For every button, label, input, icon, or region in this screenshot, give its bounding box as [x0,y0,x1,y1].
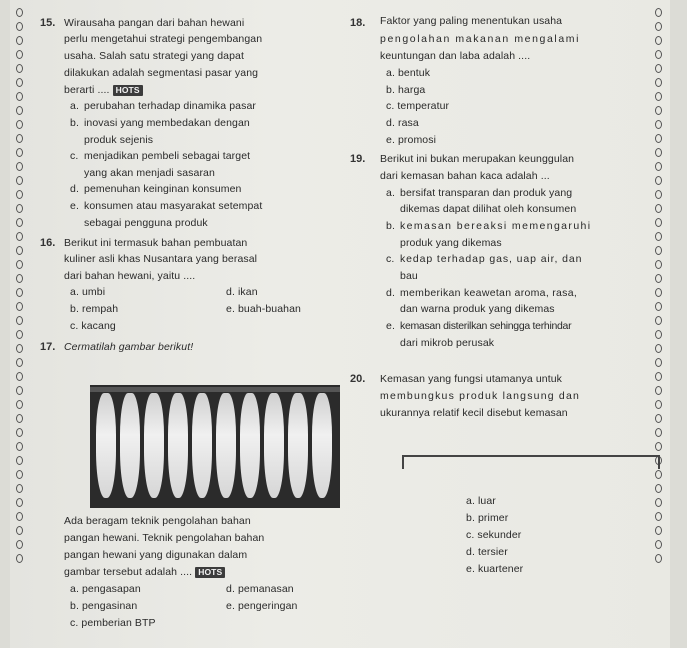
q15-option-b-cont: produk sejenis [84,134,154,146]
q15-option-label: e. [70,200,79,212]
q17-option-a: a. pengasapan [70,583,141,595]
q16-option-c: c. kacang [70,320,116,332]
q19-option-e: kemasan disterilkan sehingga terhindar [400,320,572,332]
q16-line: kuliner asli khas Nusantara yang berasal [64,253,258,265]
q20-option-e: e. kuartener [466,563,524,575]
q18-option-c: c. temperatur [386,100,450,112]
q20-line: ukurannya relatif kecil disebut kemasan [380,407,568,419]
q17-line: pangan hewani yang digunakan dalam [64,549,248,561]
q18-line: Faktor yang paling menentukan usaha [380,15,563,27]
q19-option-b-cont: produk yang dikemas [400,237,502,249]
q20-number: 20. [350,373,366,385]
q20-line: Kemasan yang fungsi utamanya untuk [380,373,563,385]
q20-option-b: b. primer [466,512,509,524]
q17-line: Ada beragam teknik pengolahan bahan [64,515,251,527]
q19-number: 19. [350,153,366,165]
q18-number: 18. [350,17,366,29]
q15-line-text: berarti .... [64,84,110,96]
q15-option-e-cont: sebagai pengguna produk [84,217,208,229]
q18-option-e: e. promosi [386,134,437,146]
q16-number: 16. [40,237,56,249]
q20-option-a: a. luar [466,495,496,507]
q17-line: pangan hewani. Teknik pengolahan bahan [64,532,265,544]
hots-badge: HOTS [195,567,225,578]
q19-line: Berikut ini bukan merupakan keunggulan [380,153,575,165]
q19-option-d: memberikan keawetan aroma, rasa, [400,287,578,299]
q20-image-frame [402,455,660,461]
spiral-binding-left [13,8,25,568]
q19-option-label: d. [386,287,395,299]
q17-option-d: d. pemanasan [226,583,294,595]
q15-line: usaha. Salah satu strategi yang dapat [64,50,244,62]
q16-line: dari bahan hewani, yaitu .... [64,270,196,282]
q17-option-c: c. pemberian BTP [70,617,156,629]
q15-line: perlu mengetahui strategi pengembangan [64,33,263,45]
q18-line: keuntungan dan laba adalah .... [380,50,531,62]
q15-line: Wirausaha pangan dari bahan hewani [64,17,245,29]
q18-option-a: a. bentuk [386,67,431,79]
q19-option-b: kemasan bereaksi memengaruhi [400,220,592,232]
q15-option-b: inovasi yang membedakan dengan [84,117,250,129]
q15-option-d: pemenuhan keinginan konsumen [84,183,242,195]
q16-option-d: d. ikan [226,286,258,298]
hots-badge: HOTS [113,85,143,96]
q19-option-label: e. [386,320,395,332]
q15-option-label: d. [70,183,79,195]
q15-line: dilakukan adalah segmentasi pasar yang [64,67,259,79]
q19-option-c: kedap terhadap gas, uap air, dan [400,253,583,265]
q19-option-label: b. [386,220,395,232]
q15-option-label: b. [70,117,79,129]
q15-option-e: konsumen atau masyarakat setempat [84,200,263,212]
hanging-fish-row [96,393,334,503]
q15-number: 15. [40,17,56,29]
q20-line: membungkus produk langsung dan [380,390,581,402]
q17-prompt: Cermatilah gambar berikut! [64,341,194,353]
q19-option-label: c. [386,253,395,265]
q17-option-b: b. pengasinan [70,600,138,612]
q19-option-a: bersifat transparan dan produk yang [400,187,573,199]
q16-option-e: e. buah-buahan [226,303,301,315]
q19-option-d-cont: dan warna produk yang dikemas [400,303,555,315]
smoked-fish-photo [90,385,340,508]
q20-option-c: c. sekunder [466,529,522,541]
q20-option-d: d. tersier [466,546,508,558]
q17-number: 17. [40,341,56,353]
q18-option-b: b. harga [386,84,426,96]
q17-option-e: e. pengeringan [226,600,298,612]
q19-option-c-cont: bau [400,270,418,282]
q15-option-a: perubahan terhadap dinamika pasar [84,100,257,112]
hanging-rod [90,387,340,392]
q15-option-c-cont: yang akan menjadi sasaran [84,167,215,179]
q16-option-b: b. rempah [70,303,119,315]
q17-line-text: gambar tersebut adalah .... [64,566,193,578]
spiral-binding-right [652,8,664,568]
q18-line: pengolahan makanan mengalami [380,33,581,45]
q15-option-c: menjadikan pembeli sebagai target [84,150,251,162]
q19-option-a-cont: dikemas dapat dilihat oleh konsumen [400,203,577,215]
q19-option-e-cont: dari mikrob perusak [400,337,495,349]
q15-line-last [64,84,143,97]
q19-option-label: a. [386,187,395,199]
q16-line: Berikut ini termasuk bahan pembuatan [64,237,248,249]
q19-line: dari kemasan bahan kaca adalah ... [380,170,550,182]
q17-line-last [64,566,225,579]
q18-option-d: d. rasa [386,117,419,129]
q15-option-label: c. [70,150,79,162]
q15-option-label: a. [70,100,79,112]
q16-option-a: a. umbi [70,286,106,298]
